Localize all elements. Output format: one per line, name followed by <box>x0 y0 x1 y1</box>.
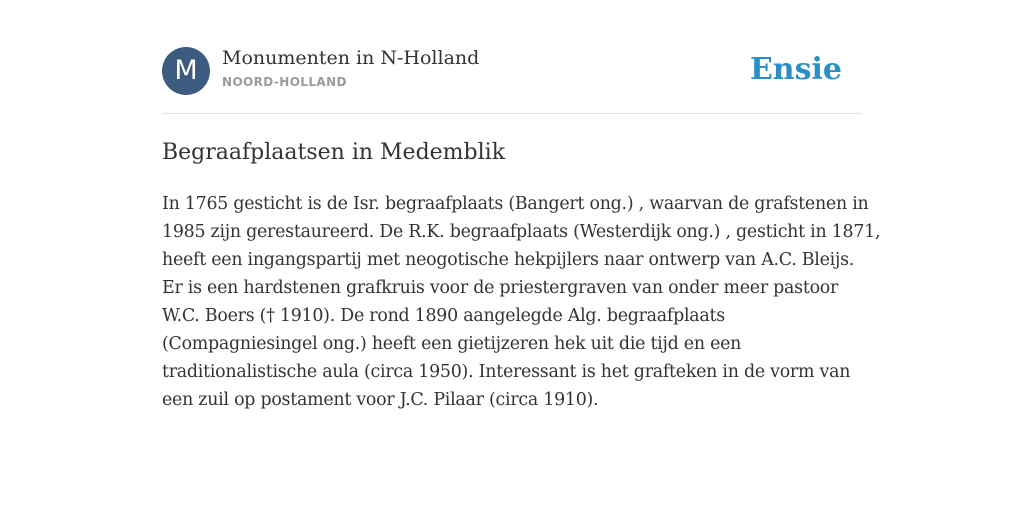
article-line: een zuil op postament voor J.C. Pilaar (circa 1910). <box>162 390 599 410</box>
article-line: traditionalistische aula (circa 1950). Interessant is het grafteken in de vorm van <box>162 362 851 382</box>
source-subtitle: NOORD-HOLLAND <box>222 75 347 89</box>
article-line: 1985 zijn gerestaureerd. De R.K. begraafplaats (Westerdijk ong.) , gesticht in 1871, <box>162 222 881 242</box>
article-line: (Compagniesingel ong.) heeft een gietijzeren hek uit die tijd en een <box>162 334 742 354</box>
avatar[interactable]: M <box>162 47 210 95</box>
article-body <box>162 190 881 414</box>
article-line: W.C. Boers († 1910). De rond 1890 aangelegde Alg. begraafplaats <box>162 306 725 326</box>
divider <box>162 113 862 114</box>
source-header <box>162 46 862 96</box>
article-line: In 1765 gesticht is de Isr. begraafplaats (Bangert ong.) , waarvan de grafstenen in <box>162 194 869 214</box>
ensie-logo[interactable]: Ensie <box>749 52 842 87</box>
article-title: Begraafplaatsen in Medemblik <box>162 140 506 165</box>
source-name-link[interactable]: Monumenten in N-Holland <box>222 47 480 69</box>
article-line: Er is een hardstenen grafkruis voor de priestergraven van onder meer pastoor <box>162 278 839 298</box>
article-line: heeft een ingangspartij met neogotische hekpijlers naar ontwerp van A.C. Bleijs. <box>162 250 855 270</box>
